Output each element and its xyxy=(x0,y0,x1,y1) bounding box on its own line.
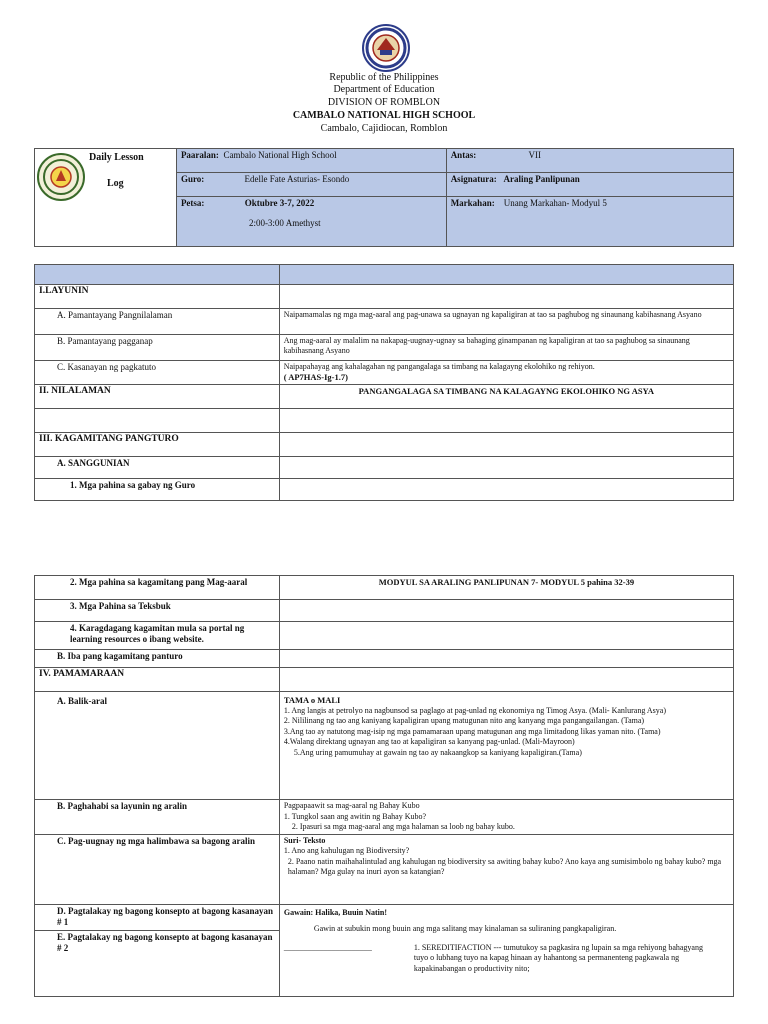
deped-seal-logo xyxy=(362,24,410,72)
pag-uugnay-cell xyxy=(279,834,733,904)
gawain-item: 1. SEREDITIFACTION --- tumutukoy sa pagkasira ng lupain sa mga rehiyong bahagyang tuyo o lubhang tuyo na kapag hinaan ay hahantong sa permanenteng pagkawala ng kapakinabangan o productivity nito; xyxy=(413,942,703,973)
dll-title-line1: Daily Lesson xyxy=(89,152,144,163)
lesson-table-1 xyxy=(34,264,734,501)
sanggunian-label: A. SANGGUNIAN xyxy=(35,457,280,479)
balik-aral-label: A. Balik-aral xyxy=(35,692,280,800)
paghahabi-item: 1. Tungkol saan ang awitin ng Bahay Kubo? xyxy=(283,811,427,821)
antas-cell xyxy=(446,149,733,173)
row-c-value: Naipapahayag ang kahalagahan ng pangangalaga sa timbang na kalagayng ekolohiko ng rehiyon. xyxy=(283,362,595,371)
balik-aral-item: 2. Nililinang ng tao ang kaniyang kapaligiran upang matugunan nito ang kanyang mga pangangailangan. (Tama) xyxy=(283,716,645,725)
pag-uugnay-title: Suri- Teksto xyxy=(283,835,326,845)
answer-blank: ______________________ xyxy=(283,942,372,952)
kagamitan-empty xyxy=(279,433,733,457)
gawain-item-row xyxy=(284,943,729,975)
info-table xyxy=(34,148,734,247)
row-c-label: C. Kasanayan ng pagkatuto xyxy=(35,361,280,385)
antas-value: VII xyxy=(528,150,541,160)
row-b-label: B. Pamantayang pagganap xyxy=(35,335,280,361)
layunin-empty xyxy=(279,285,733,309)
oras-value: 2:00-3:00 Amethyst xyxy=(248,218,321,228)
row-a-value: Naipamamalas ng mga mag-aaral ang pag-unawa sa ugnayan ng kapaligiran at tao sa paghubog ng sinaunang kabihasnang Asyano xyxy=(279,309,733,335)
gawain-cell xyxy=(279,904,733,996)
row-b-other-label: B. Iba pang kagamitang panturo xyxy=(35,650,280,668)
section-layunin: I.LAYUNIN xyxy=(35,285,280,309)
gabay-label: 1. Mga pahina sa gabay ng Guro xyxy=(35,479,280,501)
row-2-label: 2. Mga pahina sa kagamitang pang Mag-aaral xyxy=(35,576,280,600)
balik-aral-item: 4.Walang direktang ugnayan ang tao at kapaligiran sa kanyang pag-unlad. (Mali-Mayroon) xyxy=(283,737,575,746)
row-b-other-empty xyxy=(279,650,733,668)
row-c-cell xyxy=(279,361,733,385)
deped-seal-icon xyxy=(364,26,408,70)
asignatura-label: Asignatura: xyxy=(450,174,497,184)
header-school-address: Cambalo, Cajidiocan, Romblon xyxy=(320,123,448,134)
row-b-value: Ang mag-aaral ay malalim na nakapag-uugnay-ugnay sa bahaging ginampanan ng kapaligiran at tao sa paghubog sa sinaunang kabihasnang Asyano xyxy=(279,335,733,361)
school-seal-icon xyxy=(39,155,83,199)
header-school-name: CAMBALO NATIONAL HIGH SCHOOL xyxy=(292,110,476,121)
header-republic: Republic of the Philippines xyxy=(329,72,439,83)
balik-aral-item: 5.Ang uring pamumuhay at gawain ng tao ay nakaangkop sa kaniyang kapaligiran.(Tama) xyxy=(283,747,582,757)
paghahabi-item: 2. Ipasuri sa mga mag-aaral ang mga halaman sa loob ng bahay kubo. xyxy=(283,822,515,831)
row-e-label: E. Pagtalakay ng bagong konsepto at bagong kasanayan # 2 xyxy=(35,930,280,996)
row-a-label: A. Pamantayang Pangnilalaman xyxy=(35,309,280,335)
pag-uugnay-item: 1. Ano ang kahulugan ng Biodiversity? xyxy=(283,846,410,855)
antas-label: Antas: xyxy=(450,150,477,160)
balik-aral-item: 1. Ang langis at petrolyo na nagbunsod sa paglago at pag-unlad ng ekonomiya ng Timog Asya. (Mali- Kanlurang Asya) xyxy=(283,705,667,715)
nilalaman-value: PANGANGALAGA SA TIMBANG NA KALAGAYNG EKOLOHIKO NG ASYA xyxy=(279,385,733,409)
paghahabi-label: B. Paghahabi sa layunin ng aralin xyxy=(35,800,280,835)
dll-title-line2: Log xyxy=(107,178,124,189)
petsa-cell xyxy=(176,197,446,247)
guro-cell xyxy=(176,173,446,197)
t1-empty-left xyxy=(35,409,280,433)
row-4-label: 4. Karagdagang kagamitan mula sa portal ng learning resources o ibang website. xyxy=(35,622,280,650)
markahan-cell xyxy=(446,197,733,247)
petsa-value: Oktubre 3-7, 2022 xyxy=(244,198,315,208)
gawain-instruction: Gawin at subukin mong buuin ang mga salitang may kinalaman sa suliraning pangkapaligiran. xyxy=(313,924,617,933)
school-seal-logo xyxy=(37,153,85,201)
markahan-value: Unang Markahan- Modyul 5 xyxy=(503,198,607,208)
header-division: DIVISION OF ROMBLON xyxy=(327,97,441,108)
sanggunian-empty xyxy=(279,457,733,479)
lesson-table-2 xyxy=(34,575,734,997)
section-pamamaraan: IV. PAMAMARAAN xyxy=(35,668,280,692)
row-3-label: 3. Mga Pahina sa Teksbuk xyxy=(35,600,280,622)
row-3-empty xyxy=(279,600,733,622)
balik-aral-title: TAMA o MALI xyxy=(283,695,341,705)
asignatura-value: Araling Panlipunan xyxy=(503,174,580,184)
markahan-label: Markahan: xyxy=(450,198,495,208)
paghahabi-item: Pagpapaawit sa mag-aaral ng Bahay Kubo xyxy=(283,801,420,810)
row-4-empty xyxy=(279,622,733,650)
balik-aral-cell xyxy=(279,692,733,800)
header-department: Department of Education xyxy=(333,84,435,95)
t1-header-left xyxy=(35,265,280,285)
paaralan-cell xyxy=(176,149,446,173)
section-kagamitan: III. KAGAMITANG PANGTURO xyxy=(35,433,280,457)
gabay-empty xyxy=(279,479,733,501)
row-2-value: MODYUL SA ARALING PANLIPUNAN 7- MODYUL 5 pahina 32-39 xyxy=(279,576,733,600)
guro-value: Edelle Fate Asturias- Esondo xyxy=(244,174,350,184)
row-d-label: D. Pagtalakay ng bagong konsepto at bagong kasanayan # 1 xyxy=(35,904,280,930)
balik-aral-item: 3.Ang tao ay natutong mag-isip ng mga pamamaraan upang matugunan ang mga limitadong likas yaman nito. (Tama) xyxy=(283,726,661,736)
paaralan-label: Paaralan: xyxy=(180,150,219,160)
t1-empty-right xyxy=(279,409,733,433)
dll-cell xyxy=(35,149,177,247)
pamamaraan-empty xyxy=(279,668,733,692)
petsa-label: Petsa: xyxy=(180,198,205,208)
row-c-code: ( AP7HAS-Ig-1.7) xyxy=(283,372,348,382)
gawain-title: Gawain: Halika, Buuin Natin! xyxy=(283,907,387,917)
pag-uugnay-item: 2. Paano natin maihahalintulad ang kahulugan ng biodiversity sa awiting bahay kubo? Ano kaya ang sumisimbolo ng bahay kubo? mga halaman? Mga gulay na inuri ayon sa katangian? xyxy=(287,856,722,876)
guro-label: Guro: xyxy=(180,174,205,184)
paghahabi-cell xyxy=(279,800,733,835)
t1-header-right xyxy=(279,265,733,285)
asignatura-cell xyxy=(446,173,733,197)
paaralan-value: Cambalo National High School xyxy=(223,150,337,160)
pag-uugnay-label: C. Pag-uugnay ng mga halimbawa sa bagong aralin xyxy=(35,834,280,904)
section-nilalaman: II. NILALAMAN xyxy=(35,385,280,409)
